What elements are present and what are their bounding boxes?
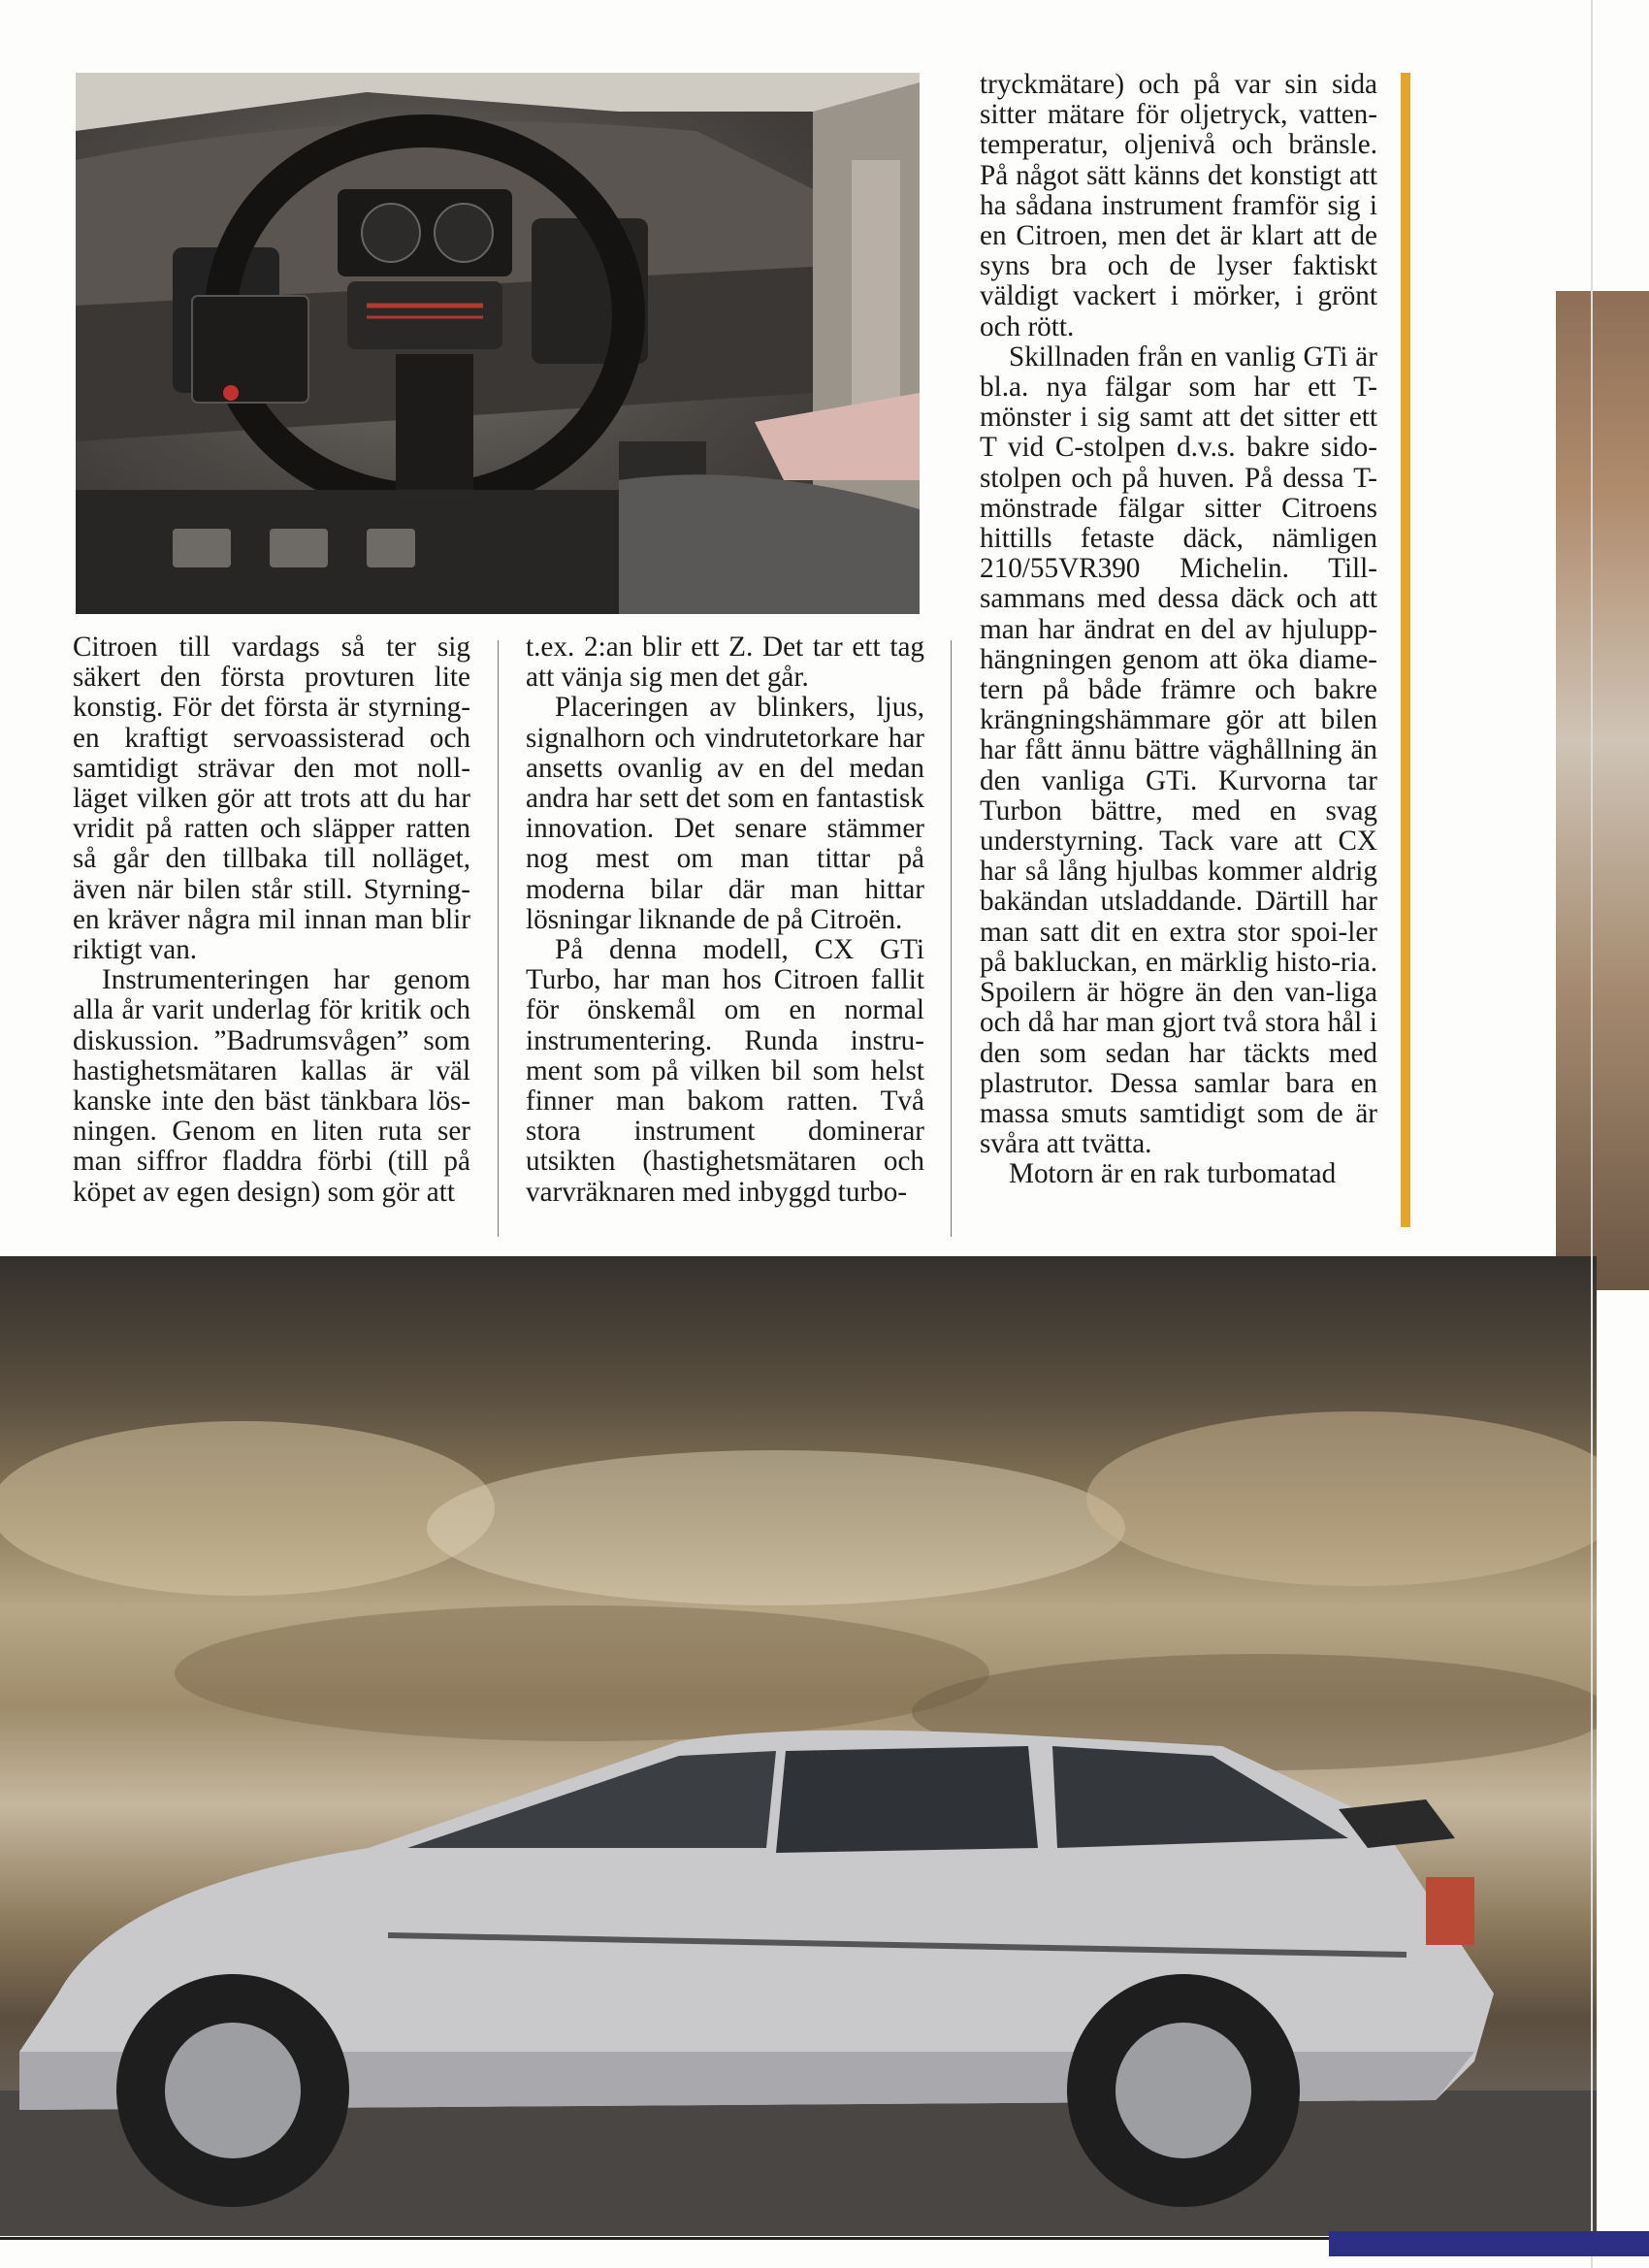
accent-bar: [1401, 73, 1410, 1227]
steering-wheel-dashboard-icon: [76, 73, 920, 614]
paragraph: Skillnaden från en vanlig GTi är bl.a. nya fälgar som har ett T-mönster i sig samt att det sitter ett T vid C-stolpen d.v.s. bakre sido-stolpen och på huven. På dessa T-mönstrade fälgar sitter Citroens hittills fetaste däck, nämligen 210/55VR390 Michelin. Till-sammans med dessa däck och att man har ändrat en del av hjulupp-hängningen genom att öka diame-tern på både främre och bakre krängningshämmare gör att bilen har fått ännu bättre väghållning än den vanliga GTi. Kurvorna tar Turbon bättre, med en svag understyrning. Tack vare att CX har så lång hjulbas kommer aldrig bakändan utsladdande. Därtill har man satt dit en extra stor spoi-ler på bakluckan, en märklig histo-ria. Spoilern är högre än den van-liga och då har man gjort två stora hål i den som sedan har täckts med plastrutor. Dessa samlar bara en massa smuts samtidigt som de är svåra att tvätta.: [980, 340, 1377, 1160]
interior-photo: [76, 73, 920, 614]
paragraph: tryckmätare) och på var sin sida sitter mätare för oljetryck, vatten-temperatur, oljenivå och bränsle. På något sätt känns det konstigt att ha sådana instrument framför sig i en Citroen, men det är klart att de syns bra och de lyser faktiskt väldigt vackert i mörker, i grönt och rött.: [980, 69, 1377, 342]
paragraph: Placeringen av blinkers, ljus, signalhorn och vindrutetorkare har ansetts ovanlig av en del medan andra har sett det som en fantastisk innovation. Det senare stämmer nog mest om man tittar på moderna bilar där man hittar lösningar liknande de på Citroën.: [526, 692, 924, 935]
silver-hatchback-icon: [0, 1256, 1597, 2236]
paragraph: Motorn är en rak turbomatad: [1009, 1158, 1337, 1190]
paragraph: Instrumenteringen har genom alla år varit underlag för kritik och diskussion. ”Badrumsvågen” som hastighetsmätaren kallas är väl kanske inte den bäst tänkbara lös-ningen. Genom en liten ruta ser man siffror fladdra förbi (till på köpet av egen design) som gör att: [73, 964, 470, 1208]
column-divider: [951, 640, 952, 1237]
paragraph: t.ex. 2:an blir ett Z. Det tar ett tag att vänja sig men det går.: [526, 632, 924, 694]
paragraph: På denna modell, CX GTi Turbo, har man hos Citroen fallit för önskemål om en normal instrumentering. Runda instru-ment som på vilken bil som helst finner man bakom ratten. Två stora instrument dominerar utsikten (hastighetsmätaren och varvräknaren med inbyggd turbo-: [526, 934, 924, 1208]
bottom-color-bar: [1329, 2231, 1649, 2256]
adjacent-page-photo: [1556, 291, 1649, 1290]
article-column-1: [73, 632, 470, 1208]
article-column-2: [526, 632, 924, 1208]
column-divider: [498, 640, 499, 1237]
page-edge: [1591, 0, 1593, 2268]
article-column-3: [980, 70, 1377, 1190]
paragraph: Citroen till vardags så ter sig säkert den första provturen lite konstig. För det första är styrning-en kraftigt servoassisterad och samtidigt strävar den mot noll-läget vilken gör att trots att du har vridit på ratten och släpper ratten så går den tillbaka till nolläget, även när bilen står still. Styrning-en kräver några mil innan man blir riktigt van.: [73, 632, 470, 966]
car-photo: [0, 1256, 1597, 2236]
bottom-rule: [0, 2237, 1329, 2240]
